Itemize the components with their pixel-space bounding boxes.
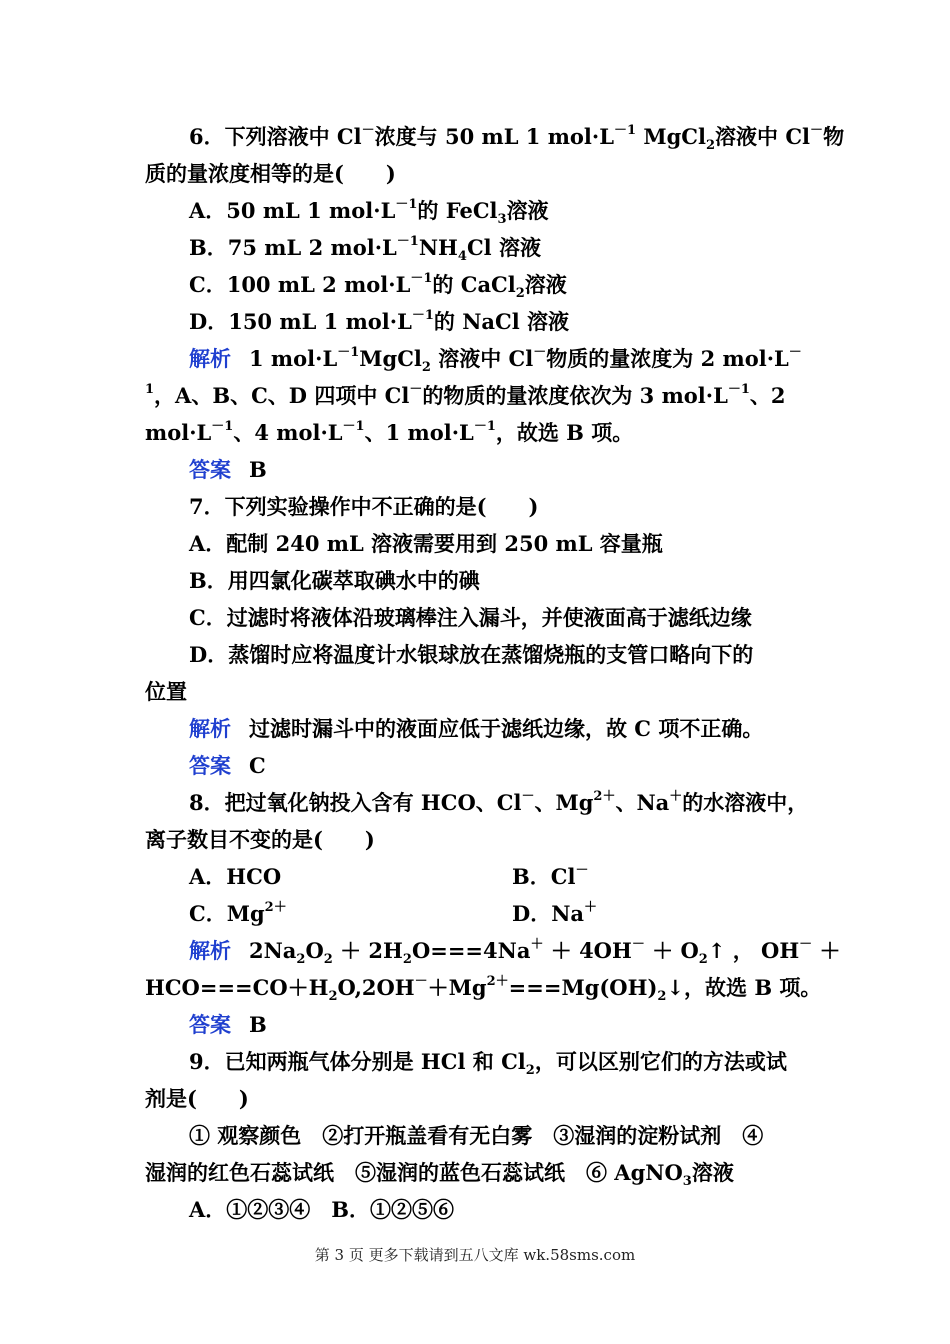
q9-items-line2: 湿润的红色石蕊试纸 ⑤湿润的蓝色石蕊试纸 ⑥ AgNO$_3$溶液 [145, 1160, 734, 1190]
q6-analysis-line1: 解析 1 $mol\cdot L^{-1}MgCl_2$ 溶液中 Cl－物质的量浓度为 2 mol·L－ [189, 345, 802, 376]
answer-label: 答案 [189, 457, 231, 482]
q7-answer: 答案 C [189, 753, 266, 778]
q6-option-a: A．50 mL 1 $mol\cdot L^{-1}$的 FeCl$_3$溶液 [189, 197, 549, 228]
q6-analysis-line3: $mol\cdot L^{-1}$、4 $mol\cdot L^{-1}$、1 $mol\cdot L^{-1}$，故选 B 项。 [145, 419, 634, 445]
analysis-label: 解析 [189, 716, 231, 741]
q8-option-d: D．Na＋ [512, 900, 598, 926]
q7-stem: 7．下列实验操作中不正确的是( ) [189, 494, 539, 519]
q6-option-c: C．100 mL 2 $mol\cdot L^{-1}$的 CaCl$_2$溶液 [189, 271, 567, 302]
q8-option-a: A．HCO [189, 864, 282, 889]
q7-option-d-line1: D．蒸馏时应将温度计水银球放在蒸馏烧瓶的支管口略向下的 [189, 642, 754, 667]
q7-analysis: 解析 过滤时漏斗中的液面应低于滤纸边缘，故 C 项不正确。 [189, 716, 764, 741]
q6-stem-line1: 6．下列溶液中 Cl－浓度与 50 mL 1 $mol\cdot L^{-1}$ MgCl$_2$溶液中 Cl－物 [189, 123, 845, 154]
q9-stem-line1: 9．已知两瓶气体分别是 HCl 和 $Cl_2$，可以区别它们的方法或试 [189, 1049, 787, 1079]
q9-items-line1: ① 观察颜色 ②打开瓶盖看有无白雾 ③湿润的淀粉试剂 ④ [189, 1123, 764, 1148]
q7-option-c: C．过滤时将液体沿玻璃棒注入漏斗，并使液面高于滤纸边缘 [189, 605, 752, 630]
q6-option-b: B．75 mL 2 $mol\cdot L^{-1}NH_4Cl$ 溶液 [189, 234, 541, 265]
q8-answer: 答案 B [189, 1012, 267, 1037]
q7-option-b: B．用四氯化碳萃取碘水中的碘 [189, 568, 480, 593]
answer-label: 答案 [189, 1012, 231, 1037]
analysis-label: 解析 [189, 346, 231, 371]
q7-option-a: A．配制 240 mL 溶液需要用到 250 mL 容量瓶 [189, 531, 663, 556]
page-footer: 第 3 页 更多下载请到五八文库 wk.58sms.com [314, 1246, 636, 1264]
q6-answer: 答案 B [189, 457, 267, 482]
q8-stem-line2: 离子数目不变的是( ) [145, 827, 375, 852]
document-page [145, 118, 845, 1228]
q8-analysis-line1: 解析 $2Na_2O_2 + 2H_2O===4Na^+ + 4OH^-$ ＋ $O_2↑$ ， OH－ ＋ [189, 937, 841, 968]
q9-stem-line2: 剂是( ) [145, 1086, 249, 1111]
q8-analysis-line2: $HCO===CO+H_2O,2OH^-+Mg^{2+}===Mg(OH)_2↓$，故选 B 项。 [145, 974, 822, 1005]
answer-label: 答案 [189, 753, 231, 778]
q9-options: A．①②③④ B．①②⑤⑥ [189, 1197, 455, 1222]
q8-options-row2 [145, 895, 810, 932]
q6-stem-line2: 质的量浓度相等的是( ) [145, 161, 396, 186]
q6-option-d: D．150 mL 1 $mol\cdot L^{-1}$的 NaCl 溶液 [189, 308, 570, 334]
analysis-label: 解析 [189, 938, 231, 963]
q6-analysis-line2: $^1$，A、B、C、D 四项中 Cl－的物质的量浓度依次为 3 $mol\cdot L^{-1}$、2 [145, 382, 786, 408]
q8-stem-line1: 8．把过氧化钠投入含有 HCO、Cl－、$Mg^{2+}$、Na＋的水溶液中， [189, 789, 809, 815]
q8-option-b: B．Cl－ [512, 863, 589, 889]
q8-option-c: C．$Mg^{2+}$ [189, 900, 287, 926]
q7-option-d-line2: 位置 [145, 679, 187, 704]
q8-options-row1 [145, 858, 810, 895]
